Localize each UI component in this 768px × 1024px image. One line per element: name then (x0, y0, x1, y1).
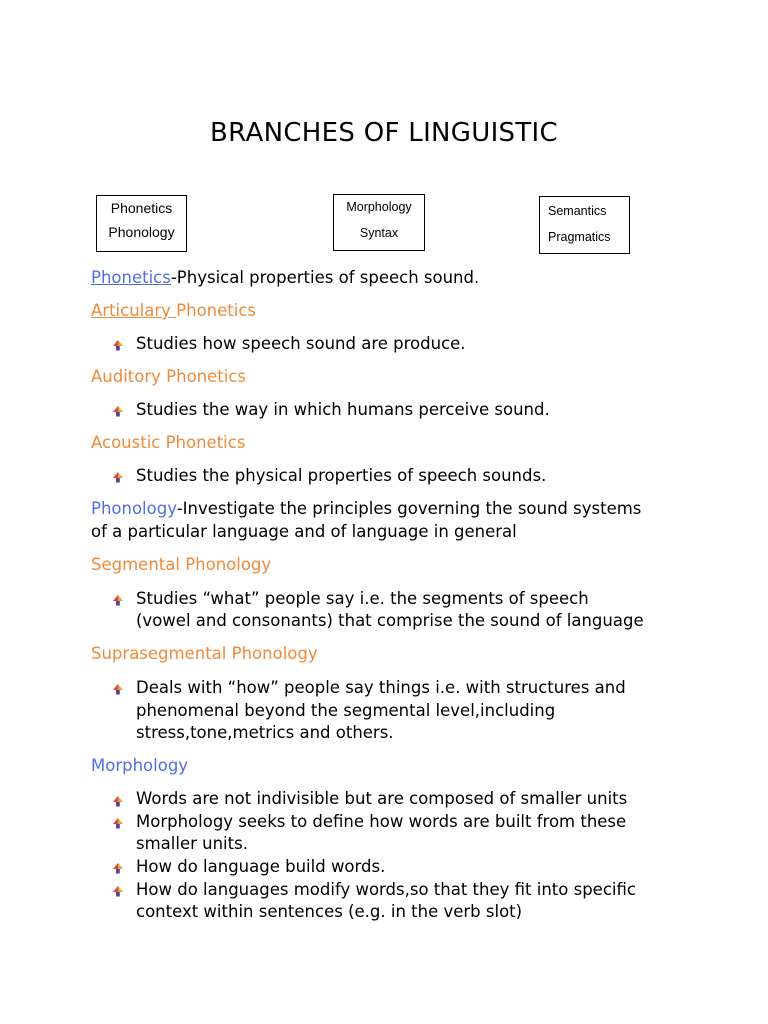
bullet-text: (vowel and consonants) that comprise the sound of language (136, 611, 644, 630)
bullet-text: Studies how speech sound are produce. (136, 334, 466, 353)
bullet-text: How do languages modify words,so that they fit into specific (136, 880, 636, 899)
bullet-arrow-icon (112, 795, 124, 807)
bullet-text: Studies the way in which humans perceive sound. (136, 400, 550, 419)
bullet-text: Studies the physical properties of speech sounds. (136, 466, 547, 485)
box-label: Syntax (359, 226, 399, 240)
box-label: Semantics (548, 204, 607, 218)
branch-box-morphology-syntax (333, 194, 425, 251)
box-label: Morphology (346, 200, 412, 214)
auditory-heading: Auditory Phonetics (91, 367, 246, 386)
bullet-text: smaller units. (136, 834, 248, 853)
bullet-arrow-icon (112, 862, 124, 874)
phonetics-term: Phonetics (91, 268, 171, 287)
phonetics-definition-text: -Physical properties of speech sound. (170, 268, 480, 287)
phonology-definition-text: -Investigate the principles governing the sound systems (176, 499, 642, 518)
bullet-text: Words are not indivisible but are composed of smaller units (136, 789, 628, 808)
box-label: Pragmatics (548, 230, 611, 244)
page-title: BRANCHES OF LINGUISTIC (210, 118, 558, 148)
bullet-text: stress,tone,metrics and others. (136, 723, 394, 742)
bullet-text: How do language build words. (136, 857, 386, 876)
bullet-arrow-icon (112, 339, 124, 351)
segmental-heading: Segmental Phonology (91, 555, 272, 574)
articulary-heading-underlined: Articulary (91, 301, 177, 320)
articulary-heading (91, 299, 256, 322)
phonology-term: Phonology (91, 499, 177, 518)
box-label: Phonetics (110, 200, 173, 216)
bullet-arrow-icon (112, 817, 124, 829)
branch-box-phonetics-phonology (96, 195, 187, 252)
bullet-arrow-icon (112, 405, 124, 417)
bullet-arrow-icon (112, 885, 124, 897)
bullet-arrow-icon (112, 471, 124, 483)
bullet-arrow-icon (112, 683, 124, 695)
suprasegmental-heading: Suprasegmental Phonology (91, 644, 318, 663)
bullet-text: Morphology seeks to define how words are built from these (136, 812, 627, 831)
acoustic-heading: Acoustic Phonetics (91, 433, 246, 452)
bullet-text: Deals with “how” people say things i.e. with structures and (136, 678, 626, 697)
phonology-definition (91, 497, 641, 520)
phonology-definition-line2: of a particular language and of language in general (91, 522, 517, 541)
bullet-arrow-icon (112, 594, 124, 606)
bullet-text: context within sentences (e.g. in the verb slot) (136, 902, 523, 921)
phonetics-definition (91, 266, 479, 289)
bullet-text: Studies “what” people say i.e. the segments of speech (136, 589, 589, 608)
bullet-text: phenomenal beyond the segmental level,including (136, 701, 556, 720)
branch-box-semantics-pragmatics (539, 196, 630, 254)
morphology-heading: Morphology (91, 756, 189, 775)
box-label: Phonology (108, 224, 175, 240)
articulary-heading-rest: Phonetics (176, 301, 256, 320)
